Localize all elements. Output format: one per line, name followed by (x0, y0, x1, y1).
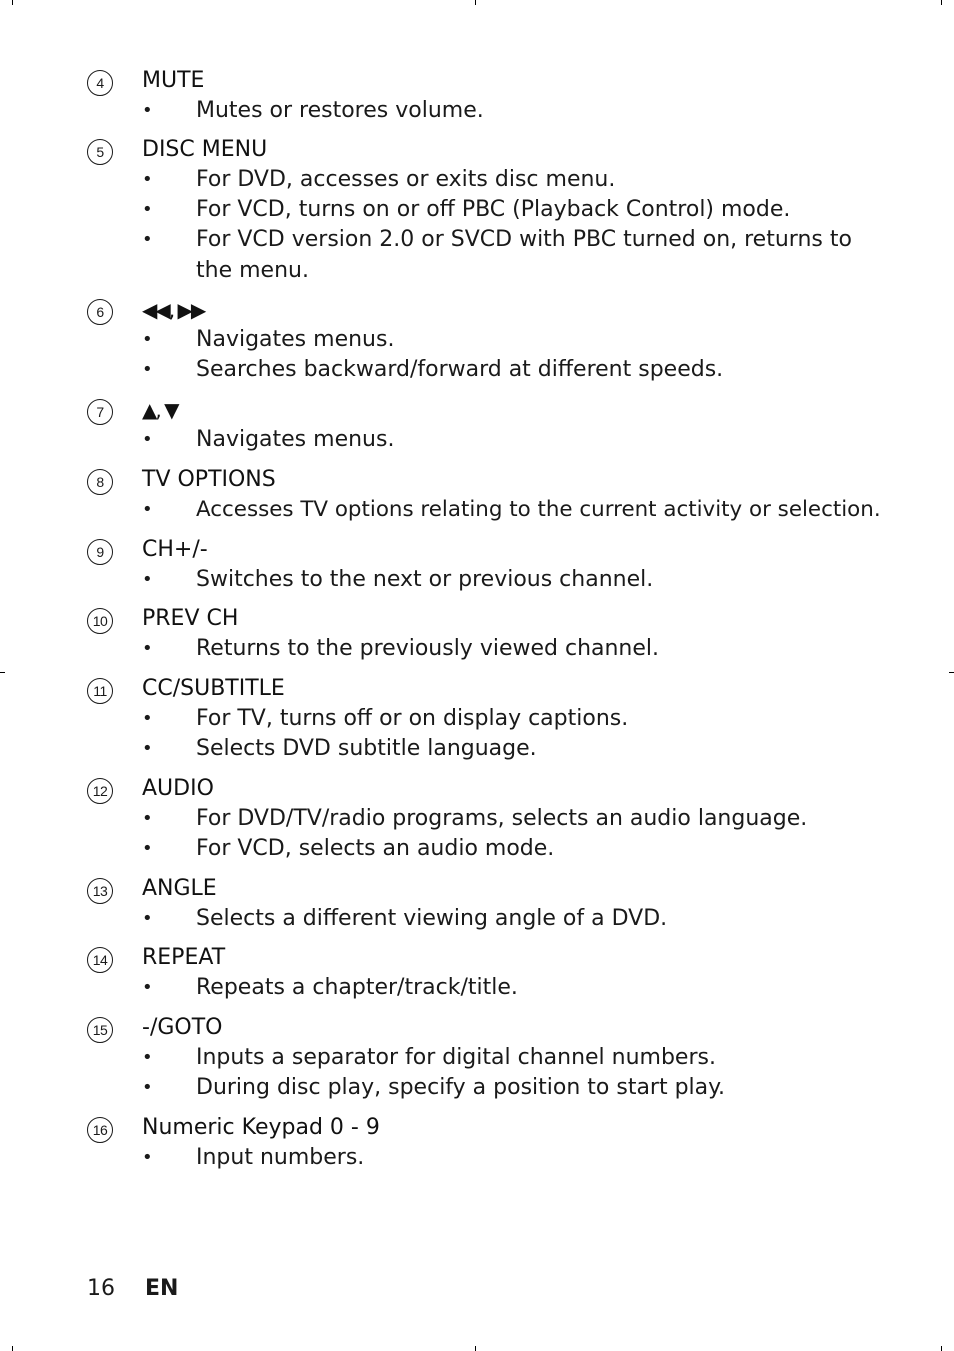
item-title: AUDIO (142, 776, 214, 801)
crop-mark (941, 0, 942, 5)
item-number: 8 (87, 469, 113, 495)
crop-mark (12, 0, 13, 5)
crop-mark (941, 1346, 942, 1351)
item-title: REPEAT (142, 945, 226, 970)
crop-mark (949, 672, 954, 673)
bullet-list (142, 165, 902, 286)
bullet-list (142, 325, 902, 385)
item-title (142, 295, 204, 326)
item-number: 14 (87, 947, 113, 973)
list-item: • For VCD, selects an audio mode. (142, 836, 555, 862)
list-item: • Selects DVD subtitle language. (142, 736, 537, 762)
list-item: • During disc play, specify a position to start play. (142, 1075, 726, 1101)
list-item: • Mutes or restores volume. (142, 98, 484, 123)
list-item: • Switches to the next or previous channel. (142, 567, 654, 592)
list-item: • For VCD, turns on or off PBC (Playback Control) mode. (142, 197, 791, 223)
bullet-list (142, 973, 902, 1003)
list-item: • Navigates menus. (142, 327, 395, 352)
item-number: 16 (87, 1117, 113, 1143)
item-title: CC/SUBTITLE (142, 676, 285, 701)
item-number: 10 (87, 608, 113, 634)
bullet-list (142, 704, 902, 764)
language-code: EN (145, 1276, 179, 1301)
item-title: Numeric Keypad 0 - 9 (142, 1115, 380, 1140)
bullet-list (142, 904, 902, 934)
list-item: • For VCD version 2.0 or SVCD with PBC turned on, returns to the menu. (142, 227, 852, 283)
item-number: 11 (87, 678, 113, 704)
bullet-list (142, 96, 902, 126)
list-item: • Selects a different viewing angle of a DVD. (142, 906, 668, 931)
list-item: • For DVD/TV/radio programs, selects an audio language. (142, 806, 808, 831)
bullet-list (142, 495, 902, 525)
crop-mark (475, 0, 476, 5)
item-number: 7 (87, 399, 113, 425)
item-title (142, 395, 177, 426)
item-number: 4 (87, 70, 113, 96)
rewind-forward-icons: ◀◀, ▶▶ (142, 298, 205, 322)
bullet-list (142, 1143, 902, 1173)
bullet-list (142, 634, 902, 664)
item-title: -/GOTO (142, 1015, 223, 1040)
bullet-list (142, 565, 902, 595)
item-title: CH+/- (142, 537, 208, 562)
item-number: 13 (87, 878, 113, 904)
bullet-list (142, 804, 902, 864)
item-number: 9 (87, 539, 113, 565)
page-number: 16 (87, 1276, 115, 1301)
item-title: ANGLE (142, 876, 217, 901)
crop-mark (12, 1346, 13, 1351)
list-item: • For DVD, accesses or exits disc menu. (142, 167, 616, 192)
item-number: 6 (87, 299, 113, 325)
list-item: • Searches backward/forward at different speeds. (142, 357, 724, 383)
list-item: • Repeats a chapter/track/title. (142, 975, 518, 1000)
item-title: PREV CH (142, 606, 239, 631)
list-item: • Accesses TV options relating to the current activity or selection. (142, 497, 881, 522)
crop-mark (0, 672, 5, 673)
item-title: MUTE (142, 68, 205, 93)
item-number: 12 (87, 778, 113, 804)
bullet-list (142, 1043, 902, 1103)
up-down-icons: ▲, ▼ (142, 398, 178, 422)
list-item: • Navigates menus. (142, 427, 395, 452)
list-item: • Input numbers. (142, 1145, 365, 1170)
item-number: 15 (87, 1017, 113, 1043)
list-item: • Returns to the previously viewed channel. (142, 636, 660, 661)
list-item: • For TV, turns off or on display captions. (142, 706, 629, 731)
item-title: TV OPTIONS (142, 467, 276, 492)
bullet-list (142, 425, 902, 455)
item-number: 5 (87, 139, 113, 165)
list-item: • Inputs a separator for digital channel numbers. (142, 1045, 716, 1070)
item-title: DISC MENU (142, 137, 268, 162)
crop-mark (475, 1346, 476, 1351)
